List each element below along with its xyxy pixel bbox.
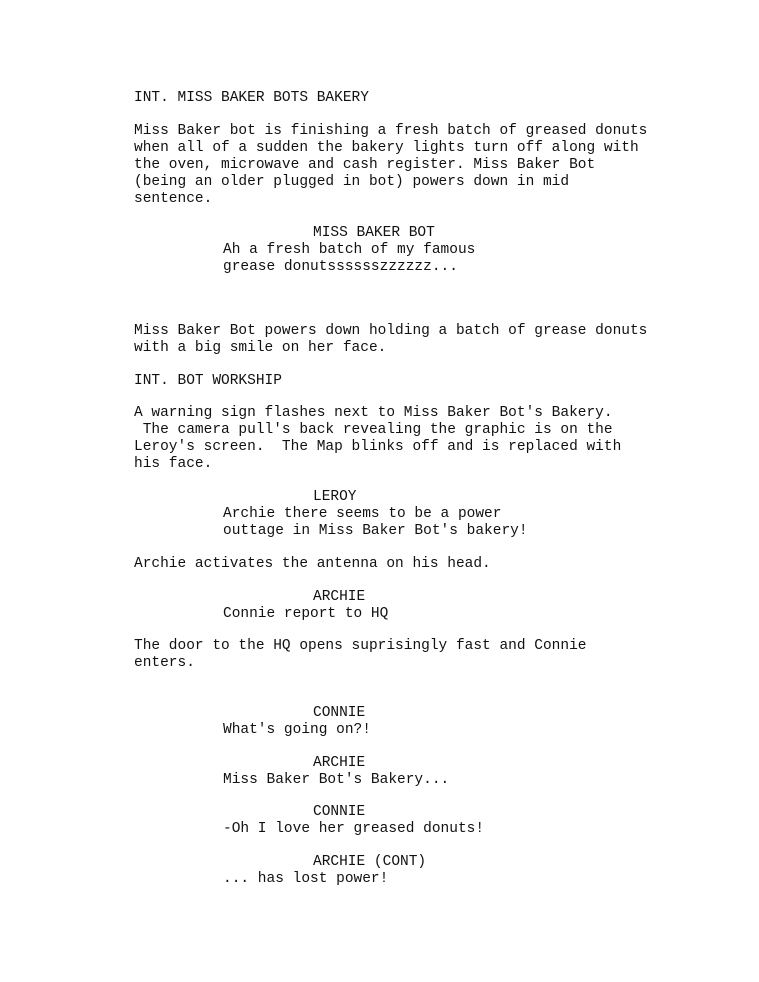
action-line: Leroy's screen. The Map blinks off and is replaced with bbox=[134, 439, 622, 455]
action-line: when all of a sudden the bakery lights turn off along with bbox=[134, 140, 639, 156]
dialogue-line: What's going on?! bbox=[223, 722, 371, 738]
character-name: ARCHIE bbox=[313, 755, 366, 771]
dialogue-line: Miss Baker Bot's Bakery... bbox=[223, 772, 450, 788]
action-line: enters. bbox=[134, 655, 195, 671]
action-line: the oven, microwave and cash register. Miss Baker Bot bbox=[134, 157, 596, 173]
action-line: Archie activates the antenna on his head. bbox=[134, 556, 491, 572]
action-line: (being an older plugged in bot) powers down in mid bbox=[134, 174, 570, 190]
dialogue-line: outtage in Miss Baker Bot's bakery! bbox=[223, 523, 528, 539]
dialogue-line: -Oh I love her greased donuts! bbox=[223, 821, 485, 837]
dialogue-line: Connie report to HQ bbox=[223, 606, 389, 622]
scene-heading: INT. BOT WORKSHIP bbox=[134, 373, 282, 389]
character-name: LEROY bbox=[313, 489, 357, 505]
action-line: Miss Baker Bot powers down holding a batch of grease donuts bbox=[134, 323, 648, 339]
dialogue-line: Ah a fresh batch of my famous bbox=[223, 242, 476, 258]
action-line: The camera pull's back revealing the graphic is on the bbox=[134, 422, 613, 438]
action-line: sentence. bbox=[134, 191, 213, 207]
action-line: The door to the HQ opens suprisingly fast and Connie bbox=[134, 638, 587, 654]
dialogue-line: ... has lost power! bbox=[223, 871, 389, 887]
action-line: his face. bbox=[134, 456, 213, 472]
dialogue-line: Archie there seems to be a power bbox=[223, 506, 502, 522]
action-line: A warning sign flashes next to Miss Baker Bot's Bakery. bbox=[134, 405, 613, 421]
character-name: ARCHIE (CONT) bbox=[313, 854, 427, 870]
character-name: CONNIE bbox=[313, 804, 366, 820]
character-name: MISS BAKER BOT bbox=[313, 225, 435, 241]
character-name: CONNIE bbox=[313, 705, 366, 721]
character-name: ARCHIE bbox=[313, 589, 366, 605]
action-line: Miss Baker bot is finishing a fresh batch of greased donuts bbox=[134, 123, 648, 139]
dialogue-line: grease donutsssssszzzzzz... bbox=[223, 259, 458, 275]
scene-heading: INT. MISS BAKER BOTS BAKERY bbox=[134, 90, 369, 106]
action-line: with a big smile on her face. bbox=[134, 340, 387, 356]
